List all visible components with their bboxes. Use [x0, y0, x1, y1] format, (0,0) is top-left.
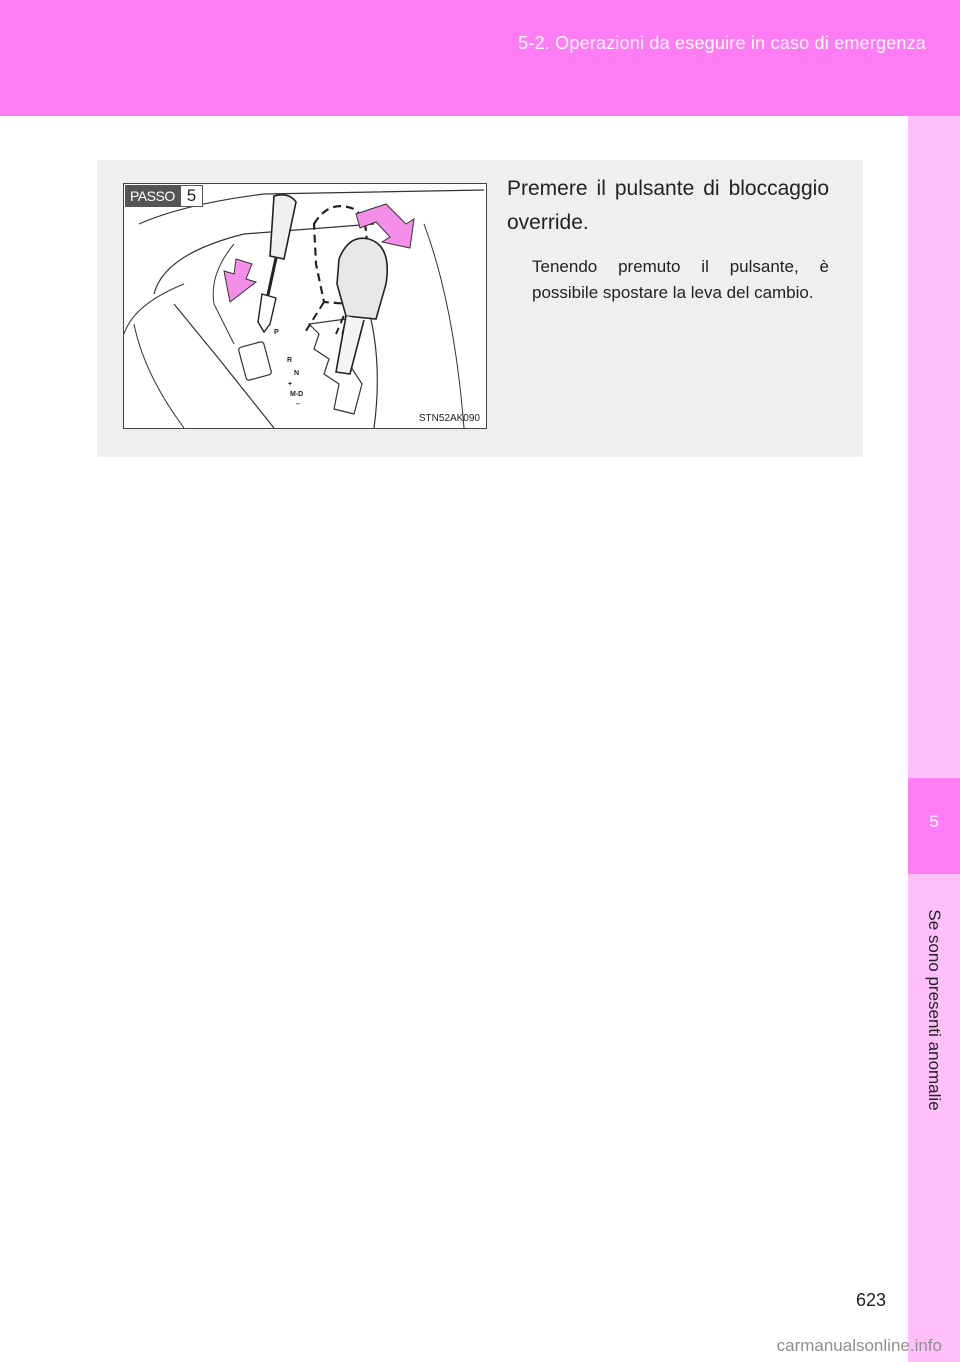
step-detail: Tenendo premuto il pulsante, è possibile spostare la leva del cambio.	[532, 257, 829, 302]
page-number: 623	[856, 1290, 887, 1310]
step-badge-label: PASSO	[125, 185, 180, 207]
gear-label-n: N	[294, 370, 300, 377]
illustration-drawing	[124, 184, 487, 429]
step-badge-number: 5	[180, 185, 203, 207]
gear-label-md: M-D	[290, 391, 304, 398]
gear-label-plus: +	[288, 381, 293, 388]
gear-label-minus: –	[296, 401, 300, 408]
step-badge	[125, 185, 203, 207]
gear-label-r: R	[287, 357, 293, 364]
shift-lever-illustration	[123, 183, 487, 429]
chapter-side-tab[interactable]	[908, 116, 960, 1362]
section-title: 5-2. Operazioni da eseguire in caso di emergenza	[518, 33, 926, 53]
gear-label-p: P	[274, 329, 279, 336]
chapter-number: 5	[929, 812, 939, 831]
watermark: carmanualsonline.info	[776, 1336, 942, 1355]
step-instruction: Premere il pulsante di bloccaggio override.	[507, 177, 829, 234]
figure-code: STN52AK090	[418, 413, 480, 424]
header-bar	[0, 0, 960, 116]
chapter-title: Se sono presenti anomalie	[925, 909, 944, 1111]
